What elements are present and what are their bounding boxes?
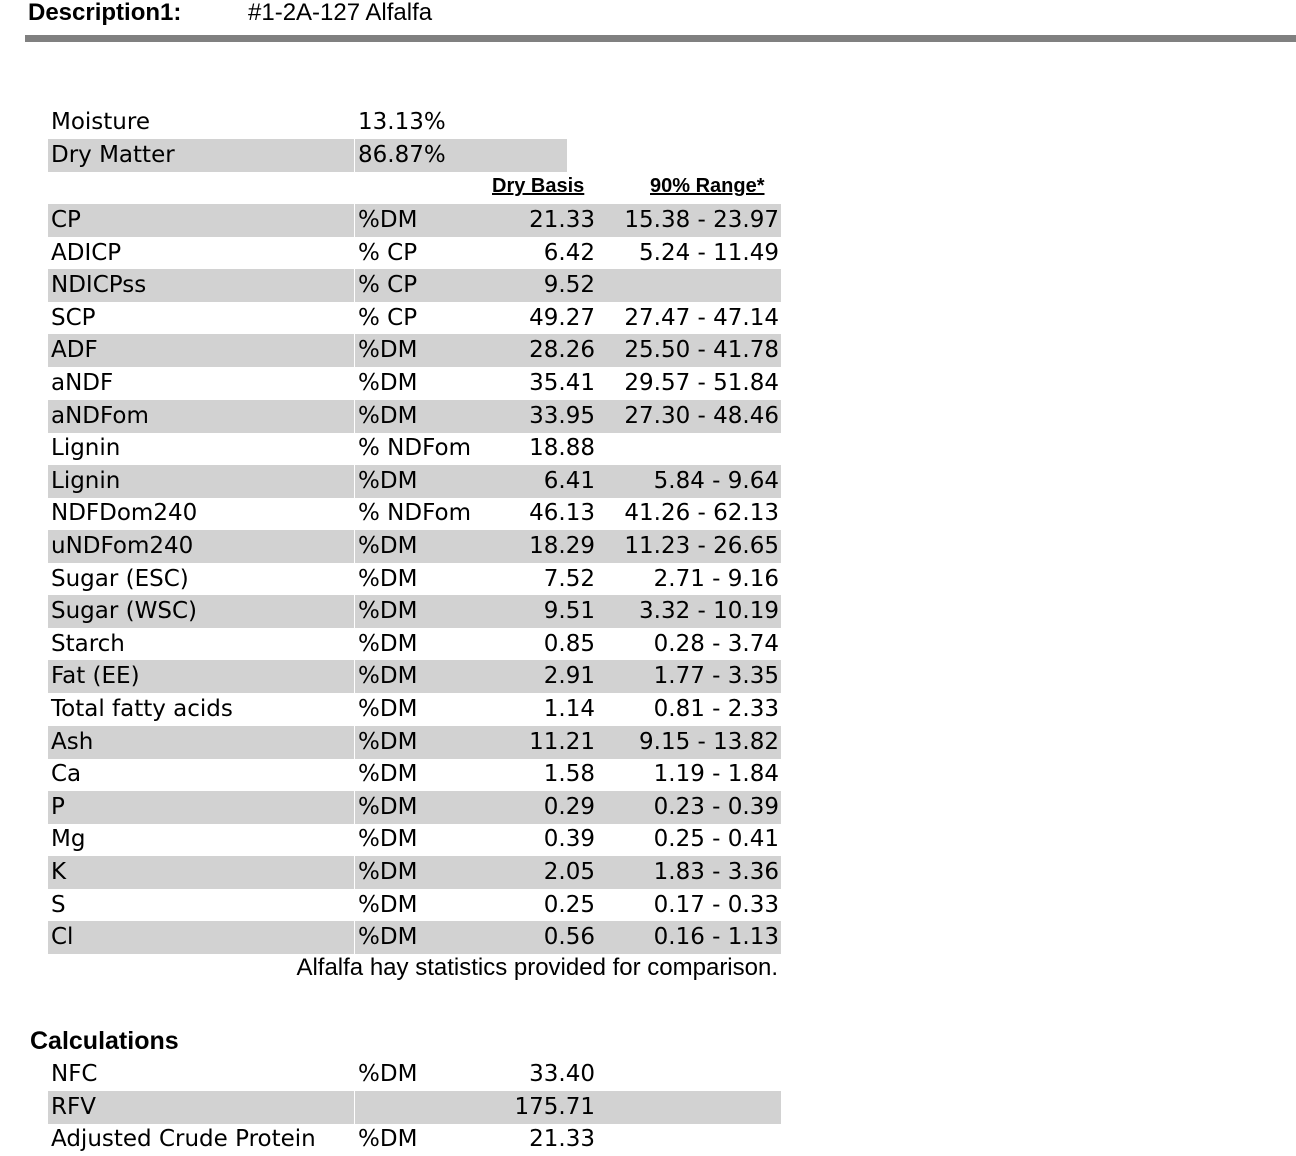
dry-basis-header: Dry Basis (492, 175, 585, 197)
table-row (48, 1091, 781, 1124)
dry-basis-value: 0.85 (543, 630, 595, 657)
moisture-value: 13.13% (358, 109, 446, 135)
range-value: 3.32 - 10.19 (639, 598, 779, 625)
nutrient-name: Sugar (ESC) (51, 565, 189, 592)
dry-basis-value: 6.41 (543, 467, 595, 494)
dry-basis-value: 0.25 (543, 891, 595, 918)
nutrient-unit: %DM (358, 761, 418, 788)
nutrient-unit: %DM (358, 891, 418, 918)
nutrient-unit: %DM (355, 204, 495, 237)
nutrient-name: aNDFom (48, 400, 354, 433)
range-value: 2.71 - 9.16 (653, 565, 779, 592)
nutrient-name: Lignin (48, 465, 354, 498)
nutrient-name: Total fatty acids (51, 696, 233, 722)
dry-basis-value: 33.40 (529, 1061, 595, 1087)
range-value: 5.24 - 11.49 (639, 239, 779, 266)
range-value: 1.77 - 3.35 (653, 663, 779, 690)
table-row (48, 497, 781, 530)
table-row (48, 1123, 781, 1156)
nutrient-unit: % CP (355, 269, 495, 302)
range-value: 0.81 - 2.33 (653, 696, 779, 722)
table-row (48, 1058, 781, 1091)
table-row (48, 628, 781, 661)
table-row (48, 660, 781, 693)
dry-basis-value: 7.52 (543, 565, 595, 592)
nutrient-unit: % CP (358, 304, 418, 331)
dry-basis-value: 9.51 (543, 598, 595, 625)
table-row (48, 726, 781, 759)
nutrient-name: ADF (48, 334, 354, 367)
nutrient-unit: %DM (358, 826, 418, 853)
comparison-note: Alfalfa hay statistics provided for comparison. (296, 954, 778, 981)
nutrient-unit: %DM (355, 334, 495, 367)
nutrient-unit: % NDFom (358, 435, 471, 462)
dry-basis-value: 2.05 (543, 859, 595, 885)
dry-basis-value: 18.29 (529, 533, 595, 559)
range-value (601, 432, 779, 465)
dry-basis-value: 1.14 (543, 696, 595, 722)
nutrient-unit: %DM (358, 565, 418, 592)
table-row (48, 432, 781, 465)
calculations-title: Calculations (30, 1027, 179, 1055)
nutrient-unit: %DM (355, 530, 495, 563)
dry-basis-value: 35.41 (529, 370, 595, 396)
nutrient-name: ADICP (51, 239, 122, 266)
nutrient-name: NDICPss (48, 269, 354, 302)
range-value: 0.28 - 3.74 (653, 630, 779, 657)
nutrient-name: Adjusted Crude Protein (51, 1126, 316, 1153)
nutrient-unit: %DM (355, 856, 495, 889)
dry-basis-value: 49.27 (529, 304, 595, 331)
table-row (48, 758, 781, 791)
nutrient-name: NDFDom240 (51, 500, 198, 527)
nutrient-name: K (48, 856, 354, 889)
nutrient-unit: %DM (358, 630, 418, 657)
dry-basis-value: 33.95 (529, 402, 595, 429)
range-value: 41.26 - 62.13 (624, 500, 779, 527)
dry-matter-row (48, 139, 781, 172)
nutrient-name: Cl (48, 921, 354, 954)
report-header (0, 0, 1296, 32)
nutrient-name: P (48, 791, 354, 824)
table-row (48, 856, 781, 889)
dry-basis-value: 1.58 (543, 761, 595, 788)
table-row (48, 269, 781, 302)
dry-basis-value: 175.71 (514, 1093, 595, 1120)
dry-matter-label: Dry Matter (48, 139, 354, 172)
nutrient-name: Mg (51, 826, 86, 853)
table-row (48, 563, 781, 596)
range-value: 25.50 - 41.78 (624, 337, 779, 364)
range-value: 29.57 - 51.84 (624, 370, 779, 396)
table-row (48, 889, 781, 922)
table-row (48, 791, 781, 824)
range-value: 27.30 - 48.46 (624, 402, 779, 429)
nutrient-unit: %DM (358, 696, 418, 722)
nutrient-name: NFC (51, 1061, 98, 1087)
nutrient-unit: % CP (358, 239, 418, 266)
dry-basis-value: 9.52 (543, 272, 595, 299)
nutrient-name: S (51, 891, 66, 918)
range-value: 15.38 - 23.97 (624, 207, 779, 233)
range-value: 0.25 - 0.41 (653, 826, 779, 853)
nutrient-unit: %DM (355, 726, 495, 759)
nutrient-name: SCP (51, 304, 96, 331)
table-row (48, 465, 781, 498)
dry-basis-value: 21.33 (529, 1126, 595, 1153)
dry-basis-value: 46.13 (529, 500, 595, 527)
nutrient-unit: %DM (355, 400, 495, 433)
nutrient-unit: %DM (355, 660, 495, 693)
table-row (48, 921, 781, 954)
nutrient-unit: %DM (355, 921, 495, 954)
dry-basis-value: 18.88 (529, 435, 595, 462)
moisture-label: Moisture (51, 109, 150, 135)
table-row (48, 693, 781, 726)
table-row (48, 823, 781, 856)
nutrient-unit: %DM (355, 465, 495, 498)
moisture-row (48, 106, 781, 139)
header-divider (25, 35, 1296, 42)
range-value: 5.84 - 9.64 (653, 467, 779, 494)
dry-basis-value: 0.56 (543, 924, 595, 951)
dry-basis-value: 21.33 (529, 207, 595, 233)
dry-basis-value: 0.29 (543, 793, 595, 820)
range-value: 0.23 - 0.39 (653, 793, 779, 820)
range-value: 27.47 - 47.14 (624, 304, 779, 331)
table-row (48, 302, 781, 335)
nutrient-unit: %DM (358, 370, 418, 396)
table-row (48, 334, 781, 367)
nutrient-unit: %DM (355, 595, 495, 628)
table-row (48, 204, 781, 237)
nutrient-name: Sugar (WSC) (48, 595, 354, 628)
dry-basis-value: 2.91 (543, 663, 595, 690)
table-row (48, 595, 781, 628)
range-value: 9.15 - 13.82 (639, 728, 779, 755)
nutrient-unit: %DM (358, 1061, 418, 1087)
table-row (48, 237, 781, 270)
nutrient-name: CP (48, 204, 354, 237)
range-value: 0.16 - 1.13 (653, 924, 779, 951)
range-value: 0.17 - 0.33 (653, 891, 779, 918)
nutrient-name: Starch (51, 630, 125, 657)
range-header: 90% Range* (650, 175, 765, 197)
nutrient-unit (355, 1091, 495, 1124)
range-value: 1.83 - 3.36 (653, 859, 779, 885)
dry-basis-value: 0.39 (543, 826, 595, 853)
nutrient-name: Ca (51, 761, 82, 788)
nutrient-name: Fat (EE) (48, 660, 354, 693)
table-row (48, 367, 781, 400)
nutrient-unit: %DM (355, 791, 495, 824)
nutrient-name: RFV (48, 1091, 354, 1124)
nutrient-unit: % NDFom (358, 500, 471, 527)
dry-basis-value: 6.42 (543, 239, 595, 266)
dry-basis-value: 28.26 (529, 337, 595, 364)
nutrient-name: Lignin (51, 435, 121, 462)
table-row (48, 400, 781, 433)
range-value: 11.23 - 26.65 (624, 533, 779, 559)
dry-basis-value: 11.21 (529, 728, 595, 755)
nutrient-unit: %DM (358, 1126, 418, 1153)
table-row (48, 530, 781, 563)
nutrient-name: uNDFom240 (48, 530, 354, 563)
range-value: 1.19 - 1.84 (653, 761, 779, 788)
nutrient-name: Ash (48, 726, 354, 759)
description-value: #1-2A-127 Alfalfa (248, 0, 433, 26)
nutrient-name: aNDF (51, 370, 114, 396)
dry-matter-value: 86.87% (355, 139, 567, 172)
range-value (601, 269, 779, 302)
description-label: Description1: (28, 0, 182, 26)
